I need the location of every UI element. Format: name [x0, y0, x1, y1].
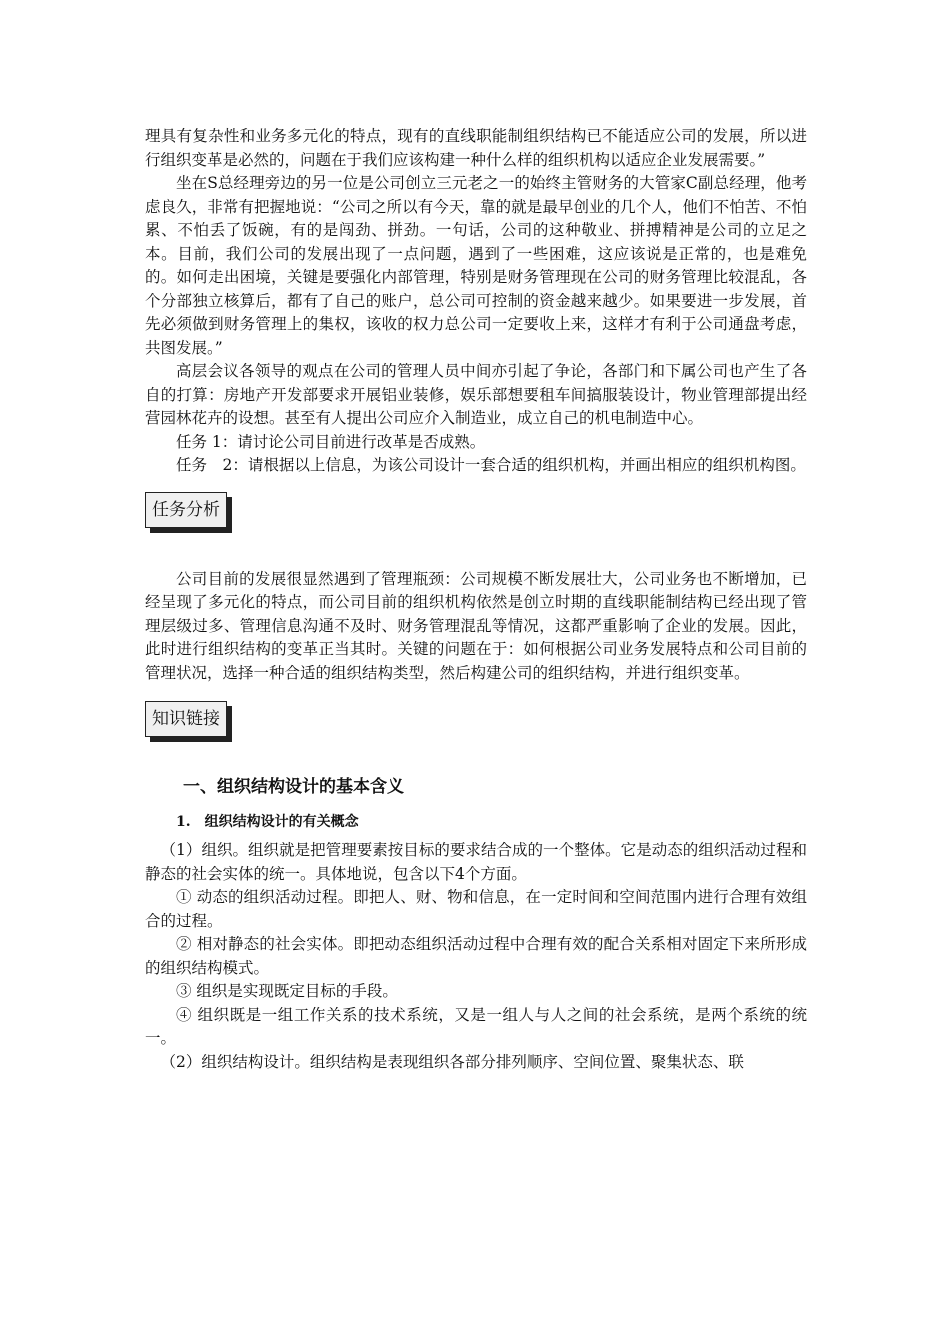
- paragraph: （2）组织结构设计。组织结构是表现组织各部分排列顺序、空间位置、聚集状态、联: [160, 1052, 744, 1071]
- task-2: 任务 2：请根据以上信息，为该公司设计一套合适的组织机构，并画出相应的组织机构图。: [176, 456, 806, 474]
- list-item: ④ 组织既是一组工作关系的技术系统，又是一组人与人之间的社会系统，是两个系统的统一。: [145, 1005, 807, 1047]
- heading-level-1: 一、组织结构设计的基本含义: [183, 777, 404, 797]
- paragraph: 理具有复杂性和业务多元化的特点，现有的直线职能制组织结构已不能适应公司的发展，所以进行组织变革是必然的，问题在于我们应该构建一种什么样的组织机构以适应企业发展需要。”: [145, 127, 807, 169]
- paragraph: 坐在S总经理旁边的另一位是公司创立三元老之一的始终主管财务的大管家C副总经理，他考虑良久，非常有把握地说：“公司之所以有今天，靠的就是最早创业的几个人，他们不怕苦、不怕累、不怕丢了饭碗，有的是闯劲、拼劲。一句话，公司的这种敬业、拼搏精神是公司的立足之本。目前，我们公司的发展出现了一点问题，遇到了一些困难，这应该说是正常的，也是难免的。如何走出困境，关键是要强化内部管理，特别是财务管理现在公司的财务管理比较混乱，各个分部独立核算后，都有了自己的账户，总公司可控制的资金越来越少。如果要进一步发展，首先必须做到财务管理上的集权，该收的权力总公司一定要收上来，这样才有利于公司通盘考虑，共图发展。”: [145, 174, 807, 357]
- knowledge-label: 知识链接: [145, 701, 227, 737]
- heading-level-2: 1. 组织结构设计的有关概念: [176, 814, 359, 830]
- list-item: ② 相对静态的社会实体。即把动态组织活动过程中合理有效的配合关系相对固定下来所形成的组织结构模式。: [145, 935, 807, 977]
- knowledge-label-wrap: [145, 701, 807, 737]
- task-analysis-label-wrap: [145, 492, 807, 528]
- document-body: [145, 125, 807, 1074]
- task-1: 任务 1：请讨论公司目前进行改革是否成熟。: [176, 432, 486, 451]
- paragraph: （1）组织。组织就是把管理要素按目标的要求结合成的一个整体。它是动态的组织活动过程和静态的社会实体的统一。具体地说，包含以下4个方面。: [145, 841, 807, 883]
- task-analysis-label: 任务分析: [145, 492, 227, 528]
- list-item: ① 动态的组织活动过程。即把人、财、物和信息，在一定时间和空间范围内进行合理有效组合的过程。: [145, 888, 807, 930]
- list-item: ③ 组织是实现既定目标的手段。: [176, 982, 398, 1000]
- task-analysis-paragraph: 公司目前的发展很显然遇到了管理瓶颈：公司规模不断发展壮大，公司业务也不断增加，已经呈现了多元化的特点，而公司目前的组织机构依然是创立时期的直线职能制结构已经出现了管理层级过多、管理信息沟通不及时、财务管理混乱等情况，这都严重影响了企业的发展。因此，此时进行组织结构的变革正当其时。关键的问题在于：如何根据公司业务发展特点和公司目前的管理状况，选择一种合适的组织结构类型，然后构建公司的组织结构，并进行组织变革。: [145, 569, 807, 682]
- paragraph: 高层会议各领导的观点在公司的管理人员中间亦引起了争论，各部门和下属公司也产生了各自的打算：房地产开发部要求开展铝业装修，娱乐部想要租车间搞服装设计，物业管理部提出经营园林花卉的设想。甚至有人提出公司应介入制造业，成立自己的机电制造中心。: [145, 362, 807, 427]
